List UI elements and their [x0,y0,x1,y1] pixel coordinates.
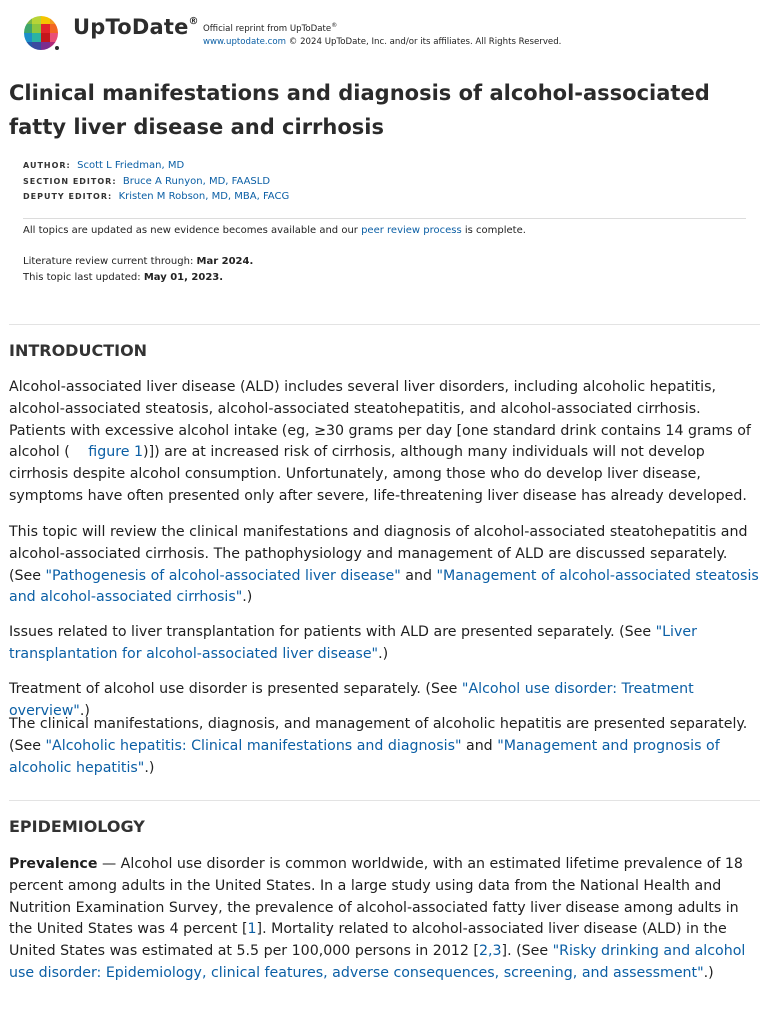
figure-1-link[interactable]: figure 1 [88,444,144,461]
section-editor-role-label: SECTION EDITOR: [23,176,117,186]
uptodate-logo-icon [23,15,59,51]
liver-transplantation-link[interactable]: "Liver transplantation for alcohol-associated liver disease" [9,624,697,662]
prevalence-label: Prevalence [9,856,98,872]
deputy-editor-link[interactable]: Kristen M Robson, MD, MBA, FACG [118,191,290,202]
alcoholic-hepatitis-management-link[interactable]: "Management and prognosis of alcoholic hepatitis" [9,737,720,776]
section-heading-introduction: INTRODUCTION [9,341,148,360]
review-dates: Literature review current through: Mar 2024. This topic last updated: May 01, 2023. [23,256,254,283]
intro-paragraph-1: Alcohol-associated liver disease (ALD) includes several liver disorders, including alcoholic hepatitis, alcohol-associated steatosis, alcohol-associated steatohepatitis, and alcohol-associated cirrhosis. Patients with excessive alcohol intake (eg, ≥30 grams per day [one standard drink contains 14 grams of alcohol ( figure 1)]) are at increased risk of cirrhosis, although many individuals will not develop cirrhosis despite alcohol consumption. Unfortunately, among those who do develop liver disease, symptoms have often presented only after severe, life-threatening liver disease has already developed. [9,379,751,504]
epidemiology-paragraph-1: Prevalence — Alcohol use disorder is common worldwide, with an estimated lifetime prevalence of 18 percent among adults in the United States. In a large study using data from the National Health and Nutrition Examination Survey, the prevalence of alcohol-associated fatty liver disease among adults in the United States was 4 percent [1]. Mortality related to alcohol-associated liver disease (ALD) in the United States was estimated at 5.5 per 100,000 persons in 2012 [2,3]. (See "Risky drinking and alcohol use disorder: Epidemiology, clinical features, adverse consequences, screening, and assessment".) [9,856,746,981]
intro-paragraph-2: This topic will review the clinical manifestations and diagnosis of alcohol-associated steatohepatitis and alcohol-associated cirrhosis. The pathophysiology and management of ALD are discussed separately. (See "Pathogenesis of alcohol-associated liver disease" and "Management of alcohol-associated steatosis and alcohol-associated cirrhosis".) [9,524,759,606]
alcohol-use-treatment-link[interactable]: "Alcohol use disorder: Treatment overview" [9,681,694,719]
author-link[interactable]: Scott L Friedman, MD [77,160,185,171]
alcoholic-hepatitis-diagnosis-link[interactable]: "Alcoholic hepatitis: Clinical manifestations and diagnosis" [45,737,462,754]
literature-review-date: Mar 2024. [196,256,254,267]
section-heading-epidemiology: EPIDEMIOLOGY [9,817,145,836]
section-editor-link[interactable]: Bruce A Runyon, MD, FAASLD [122,175,271,187]
reference-link[interactable]: 1 [247,921,257,938]
divider [23,218,746,219]
deputy-editor-role-label: DEPUTY EDITOR: [23,192,113,201]
author-role-label: AUTHOR: [23,161,71,170]
pathogenesis-link[interactable]: "Pathogenesis of alcohol-associated liver disease" [45,567,401,584]
peer-review-link[interactable]: peer review process [361,225,462,236]
logo-wordmark: UpToDate® [73,15,199,39]
divider [9,324,760,325]
intro-paragraph-3: Issues related to liver transplantation for patients with ALD are presented separately. (See "Liver transplantation for alcohol-associated liver disease".) [9,624,697,662]
page-title: Clinical manifestations and diagnosis of alcohol-associated fatty liver disease and cirrhosis [9,81,710,139]
site-header [0,0,768,66]
last-updated-date: May 01, 2023. [143,271,224,283]
byline [23,158,289,205]
update-notice: All topics are updated as new evidence becomes available and our peer review process is complete. [23,225,526,236]
management-steatosis-link[interactable]: "Management of alcohol-associated steatosis and alcohol-associated cirrhosis" [9,567,759,606]
intro-paragraph-4: Treatment of alcohol use disorder is presented separately. (See "Alcohol use disorder: Treatment overview".) [9,681,694,719]
risky-drinking-link[interactable]: "Risky drinking and alcohol use disorder: Epidemiology, clinical features, adverse consequences, screening, and assessment" [9,943,746,981]
divider [9,800,760,801]
reprint-notice: Official reprint from UpToDate® www.uptodate.com © 2024 UpToDate, Inc. and/or its affiliates. All Rights Reserved. [203,22,562,47]
site-link[interactable]: www.uptodate.com [203,36,287,47]
intro-paragraph-5: The clinical manifestations, diagnosis, and management of alcoholic hepatitis are presented separately. (See "Alcoholic hepatitis: Clinical manifestations and diagnosis" and "Management and prognosis of alcoholic hepatitis".) [9,716,748,776]
reference-link[interactable]: 2,3 [478,943,502,960]
